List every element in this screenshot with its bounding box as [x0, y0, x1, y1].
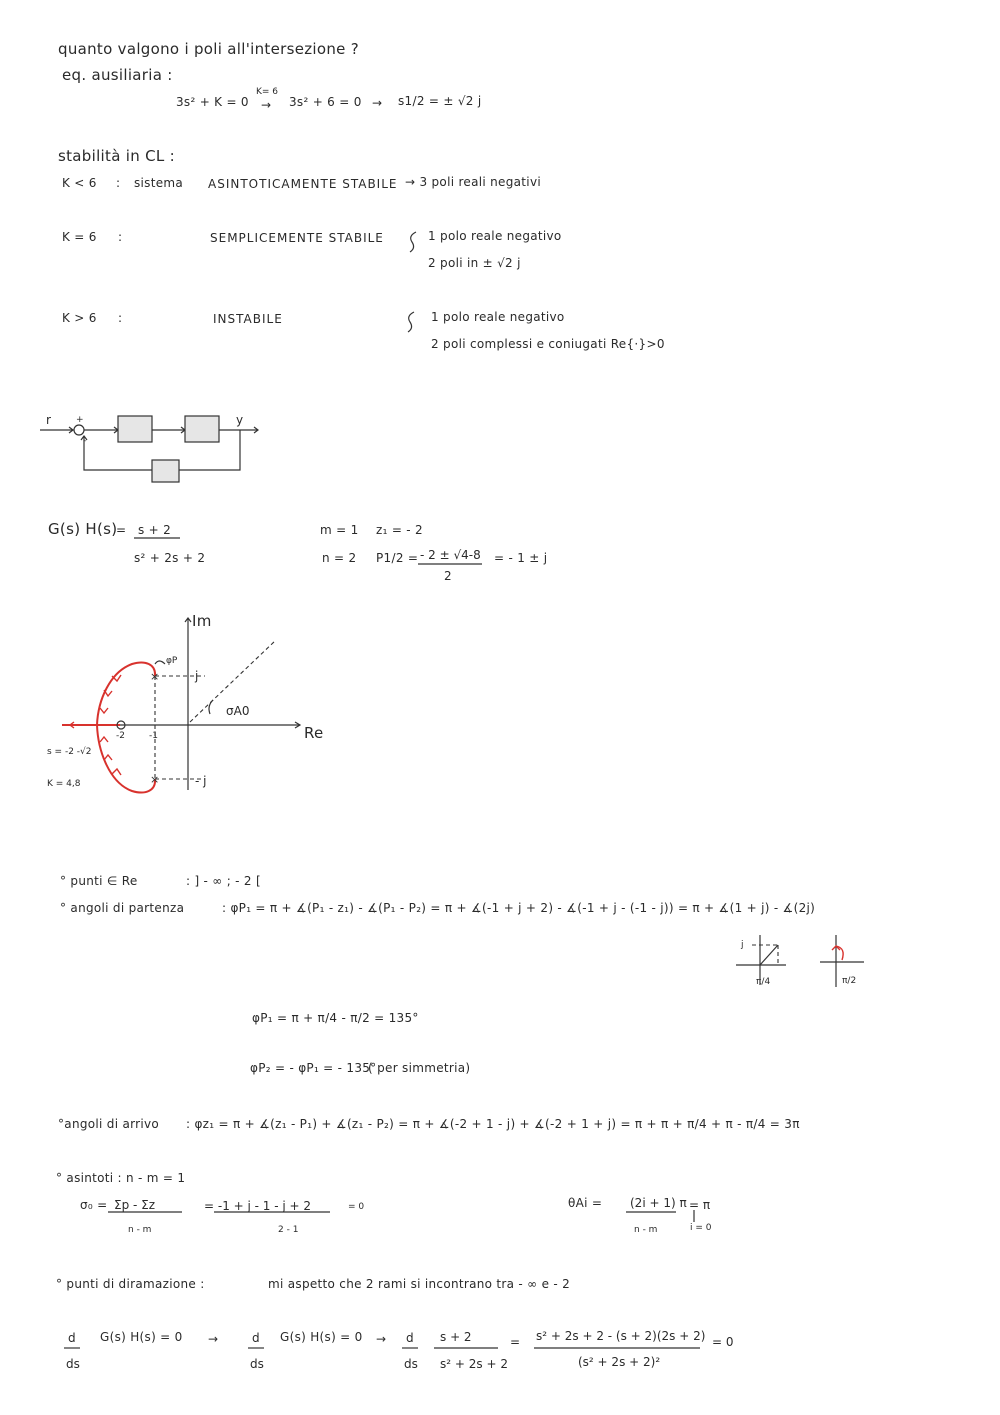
tf-p-den: 2: [444, 569, 452, 583]
ds2-label: ds: [250, 1357, 264, 1371]
diramazione-label: ° punti di diramazione :: [56, 1277, 205, 1291]
final-num: s² + 2s + 2 - (s + 2)(2s + 2): [536, 1329, 706, 1343]
stab-label-1: sistema: [134, 176, 184, 190]
tf-n: n = 2: [322, 551, 357, 565]
sigma-den: n - m: [128, 1225, 152, 1235]
aux-eq1: 3s² + K = 0: [176, 95, 249, 109]
stab-state-1: ASINTOTICAMENTE STABILE: [208, 177, 398, 191]
aux-k-note: K= 6: [256, 87, 279, 97]
phi2-note: ( per simmetria): [368, 1061, 471, 1075]
phi-angle-arc: [155, 661, 165, 664]
bd-minus: -: [83, 436, 87, 446]
asymptote-line: [190, 640, 276, 722]
theta-res: = π: [689, 1198, 711, 1212]
locus-re-label: Re: [304, 724, 324, 742]
ds1-label: ds: [66, 1357, 80, 1371]
stab-colon-2: :: [118, 230, 123, 244]
locus-j-pos: j: [195, 669, 199, 683]
root-locus-plot: [62, 618, 300, 793]
stab-note-3b: 2 poli complessi e coniugati Re{·}>0: [431, 337, 665, 351]
locus-im-label: Im: [192, 612, 212, 630]
sigma-num: Σp - Σz: [114, 1198, 156, 1212]
diramazione-note: mi aspetto che 2 rami si incontrano tra - ∞ e - 2: [268, 1277, 571, 1291]
theta-den: n - m: [634, 1225, 658, 1235]
tf-den: s² + 2s + 2: [134, 551, 206, 565]
block-diagram: [40, 413, 258, 482]
stab-note-1: → 3 poli reali negativi: [405, 175, 541, 189]
d3-num: s + 2: [440, 1330, 472, 1344]
pole-marker-upper: ×: [150, 670, 160, 683]
partenza-eq: : φP₁ = π + ∡(P₁ - z₁) - ∡(P₁ - P₂) = π + ∡(-1 + j + 2) - ∡(-1 + j - (-1 - j)) = π + ∡(1 + j) - ∡(2j): [222, 901, 816, 915]
arrow-1: →: [208, 1332, 219, 1346]
d3-den: s² + 2s + 2: [440, 1357, 508, 1371]
phi1-eq: φP₁ = π + π/4 - π/2 = 135°: [252, 1011, 419, 1025]
aux-arrow2: →: [372, 96, 383, 110]
question-text: quanto valgono i poli all'intersezione ?: [58, 40, 360, 58]
stab-note-3a: 1 polo reale negativo: [431, 310, 565, 324]
mini-pi4-label: π/4: [756, 977, 771, 987]
tf-m: m = 1: [320, 523, 359, 537]
punti-value: : ] - ∞ ; - 2 [: [186, 874, 261, 888]
stab-colon-1: :: [116, 176, 121, 190]
d2-expr: G(s) H(s) = 0: [280, 1330, 363, 1344]
sigma-lhs: σ₀ =: [80, 1198, 108, 1212]
d1-label: d: [68, 1331, 76, 1345]
tf-p-res: = - 1 ± j: [494, 551, 548, 565]
equals-sign: =: [510, 1335, 521, 1349]
arrivo-label: °angoli di arrivo: [58, 1117, 160, 1131]
bd-input-label: r: [46, 413, 51, 427]
g-block: [185, 416, 219, 442]
mini-j-label: j: [741, 940, 744, 950]
tf-eq: =: [116, 523, 127, 537]
arrow-2: →: [376, 1332, 387, 1346]
locus-sigma-label: σA0: [226, 704, 250, 718]
stab-cond-1: K < 6: [62, 176, 97, 190]
stability-title: stabilità in CL :: [58, 147, 175, 165]
tf-p-num: - 2 ± √4-8: [420, 548, 481, 562]
locus-j-neg: - j: [195, 774, 207, 788]
stab-state-2: SEMPLICEMENTE STABILE: [210, 231, 384, 245]
aux-arrow: →: [261, 98, 272, 112]
locus-k-break: K = 4,8: [47, 779, 81, 789]
tf-num: s + 2: [138, 523, 172, 537]
stab-cond-2: K = 6: [62, 230, 97, 244]
brace-k6: [410, 232, 416, 252]
bd-plus: +: [76, 415, 84, 425]
stab-note-2b: 2 poli in ± √2 j: [428, 256, 521, 270]
aux-eq2: 3s² + 6 = 0: [289, 95, 362, 109]
ds3-label: ds: [404, 1357, 418, 1371]
tf-lhs: G(s) H(s): [48, 520, 118, 538]
summing-junction: [74, 425, 84, 435]
sigma-mid-num: = -1 + j - 1 - j + 2: [204, 1199, 312, 1213]
angle-mini-diagram-2: [820, 935, 864, 987]
arrivo-eq: : φz₁ = π + ∡(z₁ - P₁) + ∡(z₁ - P₂) = π + ∡(-2 + 1 - j) + ∡(-2 + 1 + j) = π + π + π/4 + π - π/4 = 3π: [186, 1117, 800, 1131]
d1-expr: G(s) H(s) = 0: [100, 1330, 183, 1344]
d3-label: d: [406, 1331, 414, 1345]
angle-mini-diagram-1: [736, 935, 786, 985]
tf-p-lhs: P1/2 =: [376, 551, 419, 565]
tf-z: z₁ = - 2: [376, 523, 423, 537]
sigma-angle-arc: [209, 700, 213, 714]
partenza-label: ° angoli di partenza: [60, 901, 185, 915]
stab-state-3: INSTABILE: [213, 312, 283, 326]
bd-output-label: y: [236, 413, 244, 427]
k-block: [118, 416, 152, 442]
theta-lhs: θAi =: [568, 1196, 603, 1210]
locus-x-m2: -2: [116, 731, 125, 741]
stab-note-2a: 1 polo reale negativo: [428, 229, 562, 243]
locus-x-m1: -1: [149, 731, 158, 741]
brace-kgt6: [408, 312, 414, 332]
aux-eq3: s1/2 = ± √2 j: [398, 94, 482, 108]
theta-i: i = 0: [690, 1223, 712, 1233]
asintoti-label: ° asintoti : n - m = 1: [56, 1171, 186, 1185]
mini-pi2-label: π/2: [842, 976, 857, 986]
h-block: [152, 460, 179, 482]
final-den: (s² + 2s + 2)²: [578, 1355, 661, 1369]
locus-phi-label: φP: [166, 656, 178, 666]
sigma-mid-den: 2 - 1: [278, 1225, 299, 1235]
phi2-eq: φP₂ = - φP₁ = - 135°: [250, 1061, 377, 1075]
punti-label: ° punti ∈ Re: [60, 874, 138, 888]
aux-label: eq. ausiliaria :: [62, 66, 173, 84]
final-res: = 0: [712, 1335, 734, 1349]
sigma-res: = 0: [348, 1202, 365, 1212]
locus-s-break: s = -2 -√2: [47, 747, 92, 757]
theta-num: (2i + 1) π: [630, 1196, 687, 1210]
d2-label: d: [252, 1331, 260, 1345]
stab-colon-3: :: [118, 311, 123, 325]
stab-cond-3: K > 6: [62, 311, 97, 325]
pole-marker-lower: ×: [150, 773, 160, 786]
